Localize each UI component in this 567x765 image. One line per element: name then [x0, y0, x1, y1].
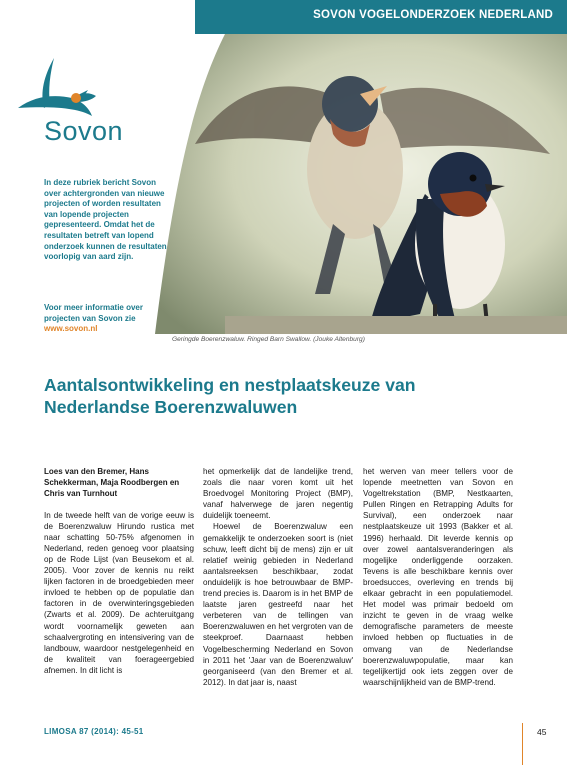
- sovon-website-link[interactable]: www.sovon.nl: [44, 324, 98, 334]
- section-header-title: SOVON VOGELONDERZOEK NEDERLAND: [313, 9, 553, 21]
- column-1-text: In de tweede helft van de vorige eeuw is de Boerenzwaluw Hirundo rustica met naar schatting 50-75% afgenomen in Nederland, reden genoeg voor plaatsing op de Rode Lijst (van Beusekom et al. 2005). Voor zover de kennis nu reikt lijken factoren in de broedgebieden meer invloed te hebben op de populatie dan factoren in de overwinteringsgebieden (Zwarts et al. 2009). De achteruitgang wordt voornamelijk geweten aan schaalvergroting en intensivering van de landbouw, waardoor nestgelegenheid en de kwaliteit van foerageergebied afnemen. In dit licht is: [44, 510, 194, 675]
- page-number: 45: [537, 727, 547, 737]
- column-3-text: het werven van meer tellers voor de lopende meetnetten van Sovon en Vogeltrekstation (BMP, Nestkaarten, Pullen Ringen en Retrapping Adults for Survival), een onderzoek naar nestplaatskeuze uit 1993 (Bakker et al. 1996) herhaald. Dit leverde kennis op over zowel aantalsveranderingen als mogelijke onderliggende oorzaken. Tevens is alle beschikbare kennis over broedsucces, overleving en trends bij elkaar gebracht in een populatiemodel. Het model was primair bedoeld om inzicht te geven in de vraag welke demografische parameters de meeste invloed hebben op fluctuaties in de omvang van de Nederlandse boerenzwaluwpopulatie, maar kan tegelijkertijd ook iets zeggen over de waarschijnlijkheid van de BMP-trend.: [363, 467, 513, 687]
- rubric-intro: In deze rubriek bericht Sovon over achtergronden van nieuwe projecten of worden resultaten van lopende projecten gepresenteerd. Omdat het de resultaten betreft van lopend onderzoek kunnen de resultaten voorlopig van aard zijn.: [44, 178, 167, 262]
- article-column-3: [363, 466, 513, 688]
- article-title: Aantalsontwikkeling en nestplaatskeuze van Nederlandse Boerenzwaluwen: [44, 375, 416, 417]
- footer-divider: [522, 723, 523, 765]
- swallow-logo-icon: [14, 56, 144, 122]
- more-info: [44, 303, 172, 335]
- journal-citation: LIMOSA 87 (2014): 45-51: [44, 727, 144, 736]
- more-info-text: Voor meer informatie over projecten van Sovon zie: [44, 303, 143, 323]
- article-column-1: [44, 466, 194, 676]
- column-2-text-a: het opmerkelijk dat de landelijke trend, zoals die naar voren komt uit het Broedvogel Monitoring Project (BMP), vanaf halverwege de jaren negentig duidelijk toeneemt.: [203, 467, 353, 521]
- article-authors: Loes van den Bremer, Hans Schekkerman, Maja Roodbergen en Chris van Turnhout: [44, 467, 180, 499]
- column-2-text-b: Hoewel de Boerenzwaluw een gemakkelijk te onderzoeken soort is (niet schuw, leeft dicht bij de mens) zijn er uit relatief weinig gebieden in Nederland aantalsreeksen beschikbaar, zodat onduidelijk is hoe betrouwbaar de BMP-trend precies is. Daarom is in het BMP de laatste jaren gestreefd naar het verbeteren van de tellingen van Boerenzwaluwen en het vergroten van de steekproef. Daarnaast hebben Vogelbescherming Nederland en Sovon in 2011 het 'Jaar van de Boerenzwaluw' georganiseerd (van den Bremer et al. 2012). In dat jaar is, naast: [203, 522, 353, 687]
- section-header-bar: [195, 0, 567, 34]
- swallow-photo: [155, 34, 567, 334]
- article-column-2: [203, 466, 353, 688]
- logo-wordmark: Sovon: [44, 116, 124, 146]
- photo-caption: Geringde Boerenzwaluw. Ringed Barn Swallow. (Jouke Altenburg): [172, 336, 365, 343]
